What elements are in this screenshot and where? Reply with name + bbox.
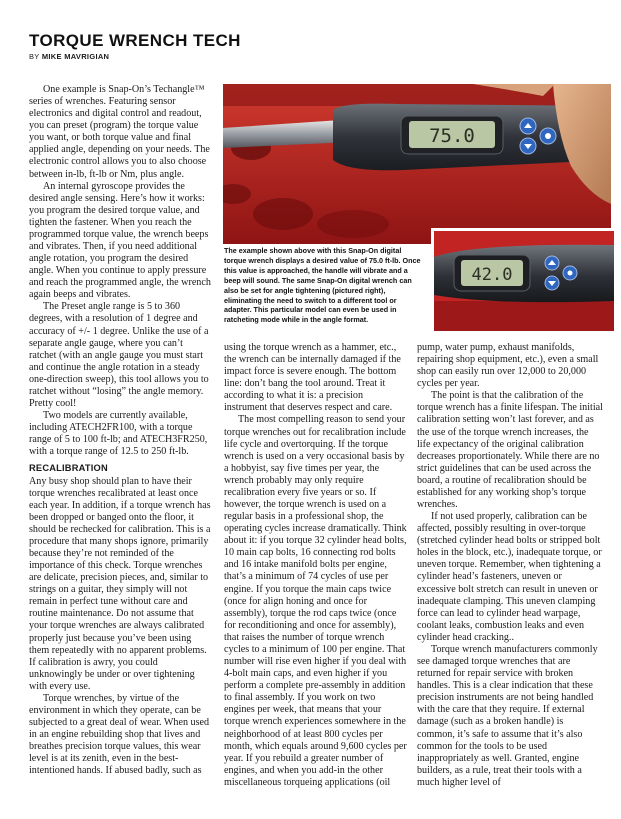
byline [29, 52, 109, 61]
angle-mode-photo-art [434, 231, 614, 331]
paragraph: An internal gyroscope provides the desired angle sensing. Here’s how it works: you program the desired torque value, and tighten the fastener. When you reach the programmed torque value, the wrench beeps and vibrates. Then, if you need additional angle rotation, you program the desired angle. When you continue to apply pressure and reach the programmed angle, the wrench again beeps and vibrates. [29, 180, 211, 301]
paragraph: pump, water pump, exhaust manifolds, repairing shop equipment, etc.), even a small shop can easily run over 12,000 to 20,000 cycles per year. [417, 342, 599, 390]
section-heading: RECALIBRATION [29, 463, 108, 474]
paragraph: One example is Snap-On’s Techangle™ series of wrenches. Featuring sensor electronics and digital control and readout, you can preset (program) the torque value you want, or both torque value and final applied angle, depending on your needs. The electronic control allows you to also choose between in-lb, ft-lb or Nm, plus angle. [29, 84, 210, 180]
author-name: MIKE MAVRIGIAN [41, 52, 110, 61]
torque-wrench-photo-art [223, 84, 611, 244]
angle-mode-photo [431, 228, 614, 331]
paragraph: Torque wrench manufacturers commonly see damaged torque wrenches that are returned for repair service with broken handles. This is a clear indication that these precision instruments are not being handled with the care that they require. If external damage (such as a broken handle) is common, it’s safe to assume that it’s also common for the tools to be used inappropriately as well. Granted, engine builders, as a rule, treat their tools with a much higher level of [417, 643, 598, 788]
text-column-3 [417, 342, 603, 789]
paragraph: If not used properly, calibration can be affected, possibly resulting in over-torque (stretched cylinder head bolts or stripped bolt holes in the block, etc.), inadequate torque, or uneven torque. Remember, when tightening a cylinder head’s fasteners, uneven or excessive bolt stretch can result in uneven or inadequate clamping. This uneven clamping force can lead to cylinder head warpage, coolant leaks, combustion leaks and even cylinder head cracking.. [417, 511, 602, 643]
paragraph: The point is that the calibration of the torque wrench has a finite lifespan. The initial calibration setting won’t last forever, and as the use of the torque wrench increases, the life expectancy of the original calibration decreases proportionately. While there are no strict guidelines that can be used across the board, a routine of recalibration should be established for any working shop’s torque wrenches. [417, 390, 603, 511]
byline-prefix: BY [29, 52, 40, 61]
paragraph: Any busy shop should plan to have their torque wrenches recalibrated at least once each year. In addition, if a torque wrench has been dropped or banged onto the floor, it should be rechecked for calibration. This is a procedure that many shops ignore, primarily because they’re not reminded of the importance of this check. Torque wrenches are delicate, precision pieces, and, similar to strings on a guitar, they simply will not remain in perfect tune without care and routine maintenance. Do not assume that your torque wrenches are always calibrated properly just because you’ve been using them repeatedly with no apparent problems. If calibration is awry, you could unknowingly be under or over tightening with every use. [29, 475, 211, 692]
paragraph: Two models are currently available, including ATECH2FR100, with a torque range of 5 to 100 ft-lb; and ATECH3FR250, with a torque range of 12.5 to 250 ft-lb. [29, 410, 208, 458]
text-column-1 [29, 84, 212, 777]
torque-wrench-photo [223, 84, 611, 244]
article-title: TORQUE WRENCH TECH [29, 31, 241, 50]
main-lcd-reading: 75.0 [429, 125, 475, 147]
paragraph: using the torque wrench as a hammer, etc., the wrench can be internally damaged if the impact force is severe enough. The bottom line: don’t bang the tool around. Treat it according to what it is: a precision instrument that deserves respect and care. [224, 342, 401, 414]
paragraph: The Preset angle range is 5 to 360 degrees, with a resolution of 1 degree and accuracy of +/- 1 degree. Unlike the use of a separate angle gauge, where you can’t ratchet (with an angle gauge you must start and continue the angle rotation in a steady one-direction sweep), this tool allows you to ratchet without “losing” the angle memory. Pretty cool! [29, 301, 209, 410]
photo-caption: The example shown above with this Snap-On digital torque wrench displays a desired value of 75.0 ft-lb. Once this value is approached, the handle will vibrate and a beep will sound. The same Snap-On digital wrench can also be set for angle tightening (pictured right), eliminating the need to switch to a different tool or adapter. This particular model can even be used in ratcheting mode while in the angle format. [224, 246, 421, 325]
paragraph: The most compelling reason to send your torque wrenches out for recalibration include life cycle and overtorquing. If the torque wrench is used on a very occasional basis by a hobbyist, say five times per year, the wrench probably may only require recalibration every five years or so. If however, the torque wrench is used on a regular basis in a professional shop, the operating cycles increase dramatically. Think about it: if you torque 32 cylinder head bolts, 10 main cap bolts, 16 connecting rod bolts and 16 intake manifold bolts per engine, that’s a minimum of 74 cycles of use per engine. If you torque the main caps twice (once for align honing and once for assembly), torque the rod caps twice (once for reconditioning and once for assembly), that raises the number of torque wrench cycles to a minimum of 100 per engine. That number will rise even higher if you deal with 4-bolt main caps, and even higher if you perform a complete pre-assembly in addition to final assembly. If you work on two engines per week, that means that your torque wrench experiences somewhere in the neighborhood of at least 800 cycles per month, which equals around 9,600 cycles per year. If you rebuild a greater number of engines, and when you add-in the other miscellaneous torqueing applications (oil [224, 414, 407, 788]
text-column-2 [224, 342, 408, 789]
paragraph: Torque wrenches, by virtue of the environment in which they operate, can be subjected to a great deal of wear. When used in an engine rebuilding shop that lives and breathes precision torque values, this wear level is at its zenith, even in the best-intentioned hands. If abused badly, such as [29, 692, 210, 777]
inset-lcd-reading: 42.0 [471, 265, 513, 285]
